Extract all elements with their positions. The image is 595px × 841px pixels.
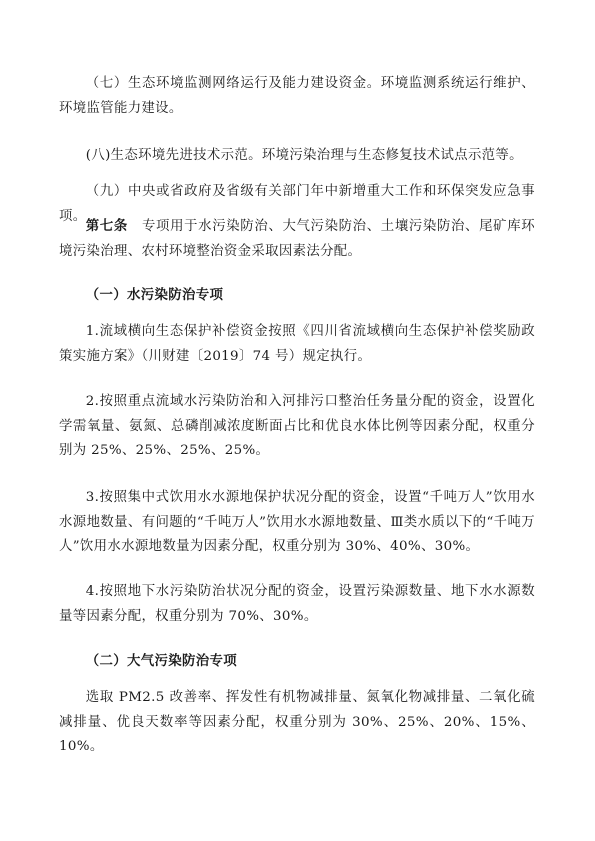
section-heading-water: （一）水污染防治专项 bbox=[85, 288, 224, 303]
paragraph-item-8: (八)生态环境先进技术示范。环境污染治理与生态修复技术试点示范等。 bbox=[85, 148, 523, 163]
water-item-4: 4.按照地下水污染防治状况分配的资金，设置污染源数量、地下水水源数量等因素分配，权重分别为 70%、30%。 bbox=[59, 584, 535, 624]
article-7-text: 专项用于水污染防治、大气污染防治、土壤污染防治、尾矿库环境污染治理、农村环境整治资金采取因素法分配。 bbox=[59, 219, 535, 259]
paragraph-item-9: （九）中央或省政府及省级有关部门年中新增重大工作和环保突发应急事项。 bbox=[59, 184, 535, 224]
section-heading-air: （二）大气污染防治专项 bbox=[85, 654, 237, 669]
water-item-2: 2.按照重点流域水污染防治和入河排污口整治任务量分配的资金，设置化学需氧量、氨氮、总磷削减浓度断面占比和优良水体比例等因素分配，权重分别为 25%、25%、25%、25%。 bbox=[59, 394, 535, 458]
article-7-lead: 第七条 bbox=[85, 219, 128, 234]
paragraph-item-7: （七）生态环境监测网络运行及能力建设资金。环境监测系统运行维护、环境监管能力建设。 bbox=[59, 76, 535, 116]
air-item-1: 选取 PM2.5 改善率、挥发性有机物减排量、氮氧化物减排量、二氧化硫减排量、优良天数率等因素分配，权重分别为 30%、25%、20%、15%、10%。 bbox=[59, 690, 535, 754]
water-item-3: 3.按照集中式饮用水水源地保护状况分配的资金，设置“千吨万人”饮用水水源地数量、有问题的“千吨万人”饮用水水源地数量、Ⅲ类水质以下的“千吨万人”饮用水水源地数量为因素分配，权重分别为 30%、40%、30%。 bbox=[59, 490, 535, 554]
article-7-paragraph bbox=[59, 215, 535, 264]
water-item-1: 1.流域横向生态保护补偿资金按照《四川省流域横向生态保护补偿奖励政策实施方案》（川财建〔2019〕74 号）规定执行。 bbox=[59, 324, 535, 364]
